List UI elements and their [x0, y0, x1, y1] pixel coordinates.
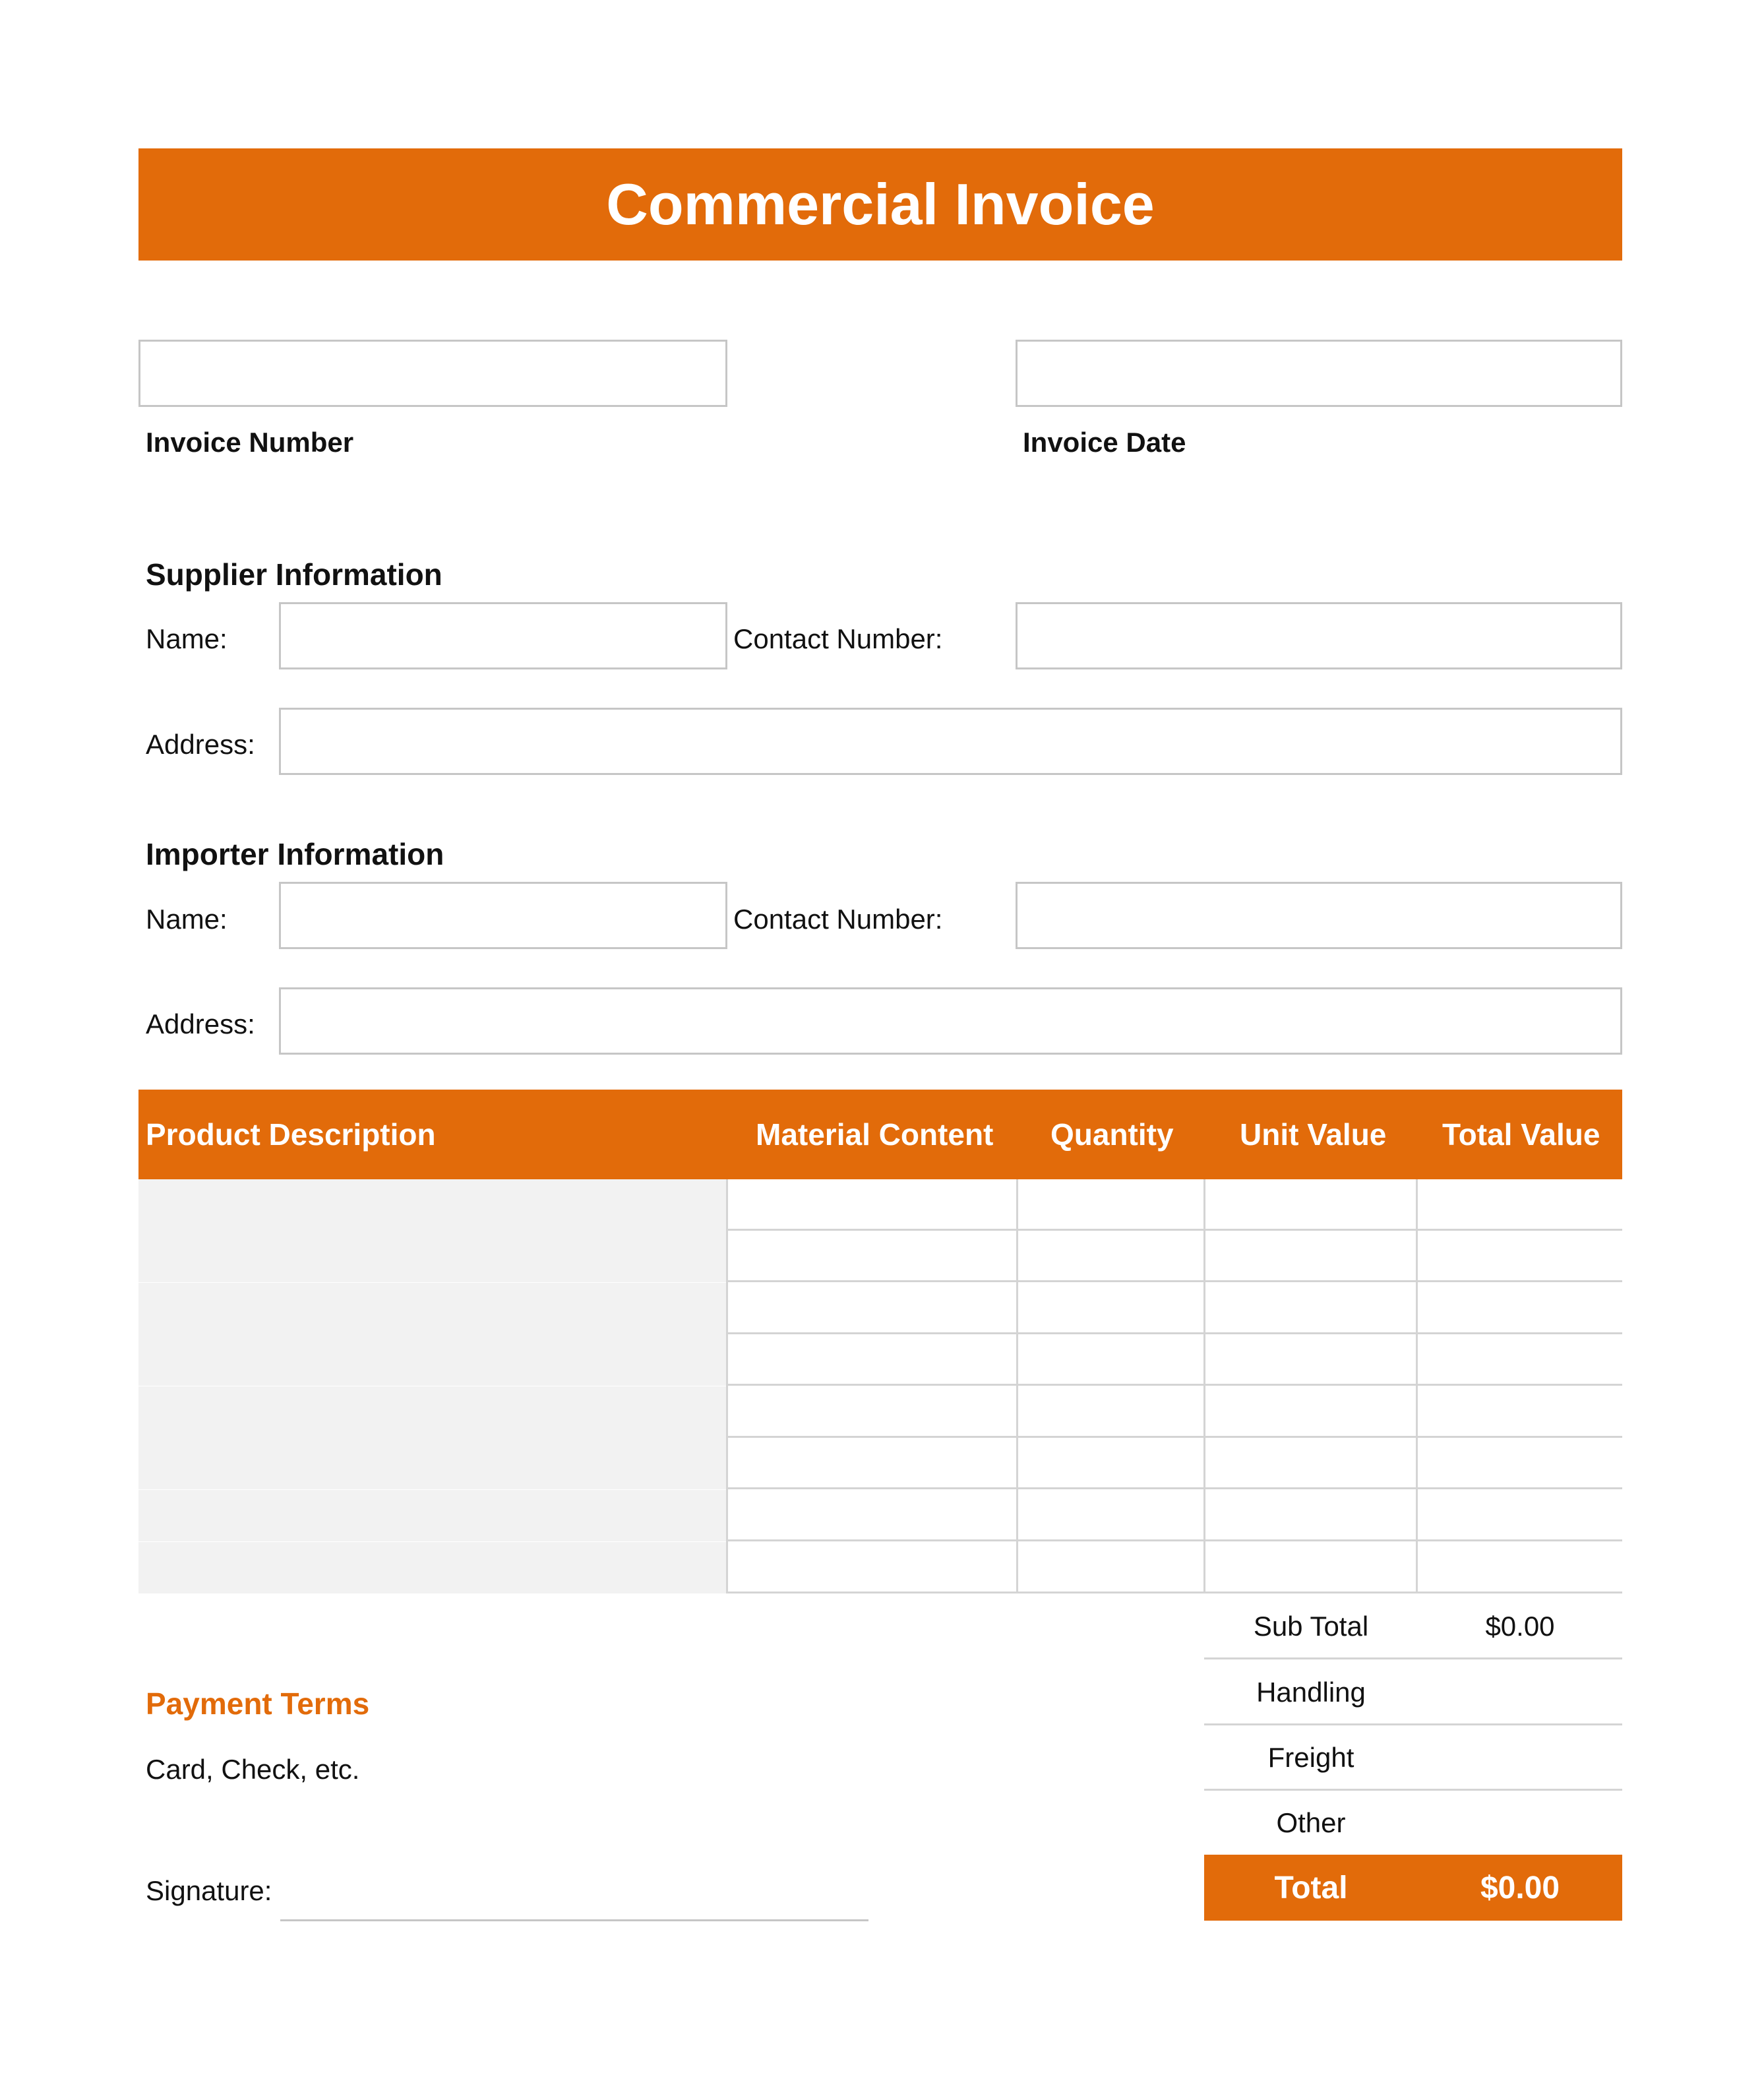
material-content-cell[interactable]	[727, 1231, 1017, 1282]
product-description-cell[interactable]	[138, 1386, 727, 1438]
product-description-cell[interactable]	[138, 1490, 727, 1541]
subtotal-row	[1204, 1593, 1622, 1659]
freight-value[interactable]	[1418, 1725, 1622, 1791]
table-row	[138, 1231, 1622, 1282]
supplier-heading: Supplier Information	[146, 557, 442, 592]
total-value-cell[interactable]	[1416, 1438, 1622, 1489]
importer-name-label: Name:	[146, 904, 228, 935]
freight-label: Freight	[1267, 1742, 1354, 1773]
quantity-cell[interactable]	[1017, 1490, 1204, 1541]
material-content-cell[interactable]	[727, 1386, 1017, 1438]
total-value-cell[interactable]	[1416, 1386, 1622, 1438]
other-row	[1204, 1790, 1622, 1856]
column-divider	[1016, 1179, 1018, 1593]
product-description-cell[interactable]	[138, 1334, 727, 1386]
unit-value-cell[interactable]	[1204, 1334, 1416, 1386]
material-content-cell[interactable]	[727, 1542, 1017, 1593]
product-description-cell[interactable]	[138, 1179, 727, 1231]
material-content-cell[interactable]	[727, 1179, 1017, 1231]
quantity-cell[interactable]	[1017, 1438, 1204, 1489]
signature-label: Signature:	[146, 1875, 272, 1906]
table-row	[138, 1283, 1622, 1334]
table-row	[138, 1542, 1622, 1593]
column-divider	[1416, 1179, 1418, 1593]
material-content-cell[interactable]	[727, 1283, 1017, 1334]
importer-contact-field[interactable]	[1016, 882, 1622, 949]
payment-terms-text[interactable]: Card, Check, etc.	[146, 1754, 360, 1785]
handling-label: Handling	[1256, 1677, 1366, 1708]
handling-value[interactable]	[1418, 1659, 1622, 1725]
page-title: Commercial Invoice	[138, 148, 1622, 261]
unit-value-cell[interactable]	[1204, 1438, 1416, 1489]
unit-value-cell[interactable]	[1204, 1490, 1416, 1541]
total-row	[1204, 1855, 1622, 1921]
total-value-cell[interactable]	[1416, 1490, 1622, 1541]
quantity-cell[interactable]	[1017, 1386, 1204, 1438]
invoice-date-label: Invoice Date	[1023, 427, 1186, 458]
quantity-cell[interactable]	[1017, 1283, 1204, 1334]
total-label: Total	[1274, 1870, 1348, 1905]
invoice-number-label: Invoice Number	[146, 427, 354, 458]
material-content-cell[interactable]	[727, 1490, 1017, 1541]
importer-contact-label: Contact Number:	[733, 904, 943, 935]
product-description-cell[interactable]	[138, 1438, 727, 1489]
importer-heading: Importer Information	[146, 837, 444, 871]
quantity-cell[interactable]	[1017, 1334, 1204, 1386]
total-value-cell[interactable]	[1416, 1283, 1622, 1334]
product-description-cell[interactable]	[138, 1231, 727, 1282]
column-material-content: Material Content	[756, 1117, 994, 1152]
total-value: $0.00	[1480, 1870, 1560, 1905]
table-row	[138, 1386, 1622, 1438]
quantity-cell[interactable]	[1017, 1231, 1204, 1282]
importer-address-field[interactable]	[279, 987, 1622, 1055]
unit-value-cell[interactable]	[1204, 1231, 1416, 1282]
table-row	[138, 1438, 1622, 1489]
subtotal-value: $0.00	[1485, 1611, 1555, 1642]
table-row	[138, 1490, 1622, 1541]
table-row	[138, 1334, 1622, 1386]
column-unit-value: Unit Value	[1240, 1117, 1387, 1152]
column-product-description: Product Description	[146, 1117, 436, 1152]
quantity-cell[interactable]	[1017, 1542, 1204, 1593]
supplier-address-field[interactable]	[279, 708, 1622, 775]
supplier-name-label: Name:	[146, 623, 228, 654]
other-value[interactable]	[1418, 1790, 1622, 1856]
total-value-cell[interactable]	[1416, 1179, 1622, 1231]
total-value-cell[interactable]	[1416, 1542, 1622, 1593]
table-row	[138, 1179, 1622, 1231]
unit-value-cell[interactable]	[1204, 1542, 1416, 1593]
supplier-address-label: Address:	[146, 729, 255, 760]
quantity-cell[interactable]	[1017, 1179, 1204, 1231]
total-value-cell[interactable]	[1416, 1231, 1622, 1282]
supplier-name-field[interactable]	[279, 602, 727, 669]
unit-value-cell[interactable]	[1204, 1386, 1416, 1438]
other-label: Other	[1276, 1807, 1346, 1838]
importer-name-field[interactable]	[279, 882, 727, 949]
signature-line[interactable]	[280, 1919, 868, 1921]
unit-value-cell[interactable]	[1204, 1179, 1416, 1231]
supplier-contact-label: Contact Number:	[733, 623, 943, 654]
material-content-cell[interactable]	[727, 1334, 1017, 1386]
invoice-number-field[interactable]	[138, 340, 727, 407]
column-divider	[726, 1179, 728, 1593]
total-value-cell[interactable]	[1416, 1334, 1622, 1386]
handling-row	[1204, 1659, 1622, 1725]
freight-row	[1204, 1725, 1622, 1791]
column-quantity: Quantity	[1050, 1117, 1174, 1152]
subtotal-label: Sub Total	[1253, 1611, 1369, 1642]
invoice-date-field[interactable]	[1016, 340, 1622, 407]
supplier-contact-field[interactable]	[1016, 602, 1622, 669]
product-table-body	[138, 1179, 1622, 1593]
product-description-cell[interactable]	[138, 1542, 727, 1593]
product-description-cell[interactable]	[138, 1283, 727, 1334]
column-divider	[1203, 1179, 1205, 1593]
importer-address-label: Address:	[146, 1008, 255, 1039]
material-content-cell[interactable]	[727, 1438, 1017, 1489]
column-total-value: Total Value	[1442, 1117, 1600, 1152]
unit-value-cell[interactable]	[1204, 1283, 1416, 1334]
payment-terms-heading: Payment Terms	[146, 1686, 370, 1721]
product-table-header	[138, 1090, 1622, 1179]
